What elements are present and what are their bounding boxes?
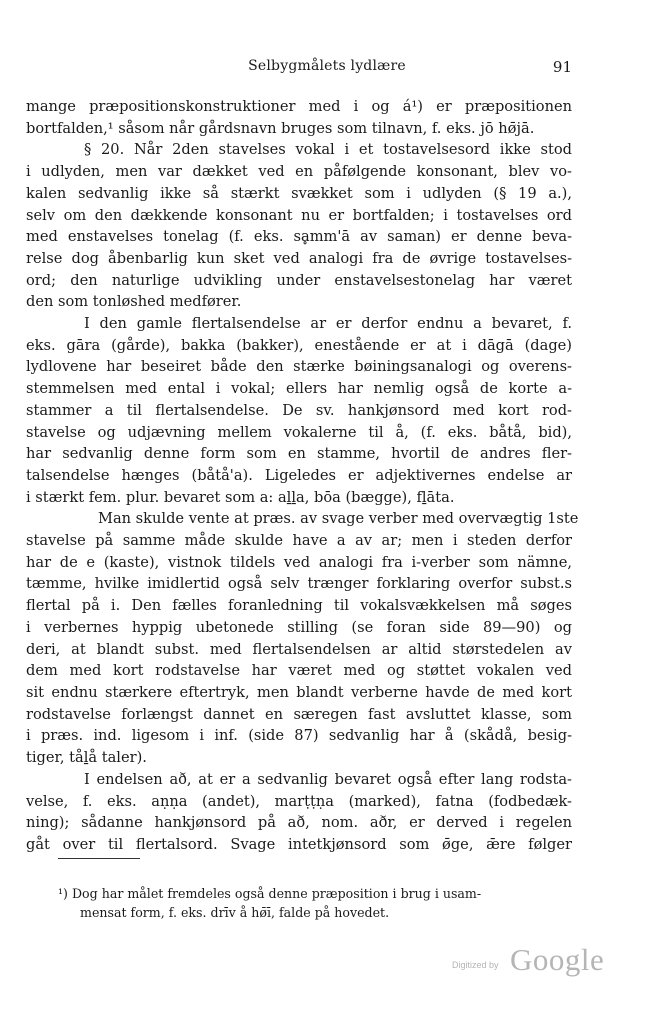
text-line: eks. gāra (gårde), bakka (bakker), enestående er at i dāgā (dage): [26, 336, 572, 354]
text-line: den som tonløshed medfører.: [26, 293, 242, 311]
watermark-small-text: Digitized by: [452, 960, 499, 970]
text-line: ord; den naturlige udvikling under enstavelsestonelag har været: [26, 271, 572, 289]
text-line: selv om den dækkende konsonant nu er bortfalden; i tostavelses ord: [26, 206, 572, 224]
text-line: stavelse og udjævning mellem vokalerne til å, (f. eks. båtå, bid),: [26, 423, 572, 441]
footnote-rule: [58, 858, 140, 859]
text-line: bortfalden,¹ såsom når gårdsnavn bruges som tilnavn, f. eks. jō hø̄jā.: [26, 119, 535, 137]
digitized-watermark: [452, 940, 605, 980]
text-line: har de e (kaste), vistnok tildels ved analogi fra i-verber som nämne,: [26, 553, 572, 571]
google-logo: Google: [510, 942, 605, 977]
text-line: kalen sedvanlig ikke så stærkt svækket som i udlyden (§ 19 a.),: [26, 184, 572, 202]
footnote-line: mensat form, f. eks. drīv å hø̄ī, falde på hovedet.: [80, 905, 390, 920]
text-line: i stærkt fem. plur. bevaret som a: aḻḻa, bōa (bægge), fḻāta.: [26, 488, 455, 506]
text-line: lydlovene har beseiret både den stærke bøiningsanalogi og overens-: [26, 358, 572, 376]
text-line: dem med kort rodstavelse har været med og støttet vokalen ved: [26, 662, 572, 680]
text-line: relse dog åbenbarlig kun sket ved analogi fra de øvrige tostavelses-: [26, 249, 572, 267]
text-line: med enstavelses tonelag (f. eks. sḁmm'ā av saman) er denne beva-: [26, 228, 572, 246]
text-line: talsendelse hænges (båtå'a). Ligeledes er adjektivernes endelse ar: [26, 466, 572, 484]
text-line: stavelse på samme måde skulde have a av ar; men i steden derfor: [26, 532, 572, 550]
footnote-line: ¹) Dog har målet fremdeles også denne præposition i brug i usam-: [58, 886, 482, 901]
text-line: ning); sådanne hankjønsord på að, nom. aðr, er derved i regelen: [26, 814, 572, 832]
text-line: tiger, tåḻå taler).: [26, 749, 147, 767]
section-heading-line: § 20. Når 2den stavelses vokal i et tostavelsesord ikke stod: [84, 141, 572, 159]
text-line: sit endnu stærkere eftertryk, men blandt verberne havde de med kort: [26, 683, 572, 701]
text-line: i præs. ind. ligesom i inf. (side 87) sedvanlig har å (skådå, besig-: [26, 727, 572, 745]
running-title: Selbygmålets lydlære: [248, 58, 406, 74]
text-line: i verbernes hyppig ubetonede stilling (se foran side 89—90) og: [26, 618, 572, 636]
body-text: [26, 96, 579, 856]
text-line: flertal på i. Den fælles foranledning til vokalsvækkelsen må søges: [26, 597, 572, 615]
text-line: i udlyden, men var dækket ved en påfølgende konsonant, blev vo-: [26, 163, 572, 181]
text-line: rodstavelse forlængst dannet en særegen fast avsluttet klasse, som: [26, 705, 572, 723]
page-header: [82, 58, 572, 80]
text-line: velse, f. eks. aṇṇa (andet), marṭṭṇa (marked), fatna (fodbedæk-: [26, 792, 572, 810]
paragraph-start-line: Man skulde vente at præs. av svage verber med overvægtig 1ste: [98, 510, 579, 528]
text-line: gåt over til flertalsord. Svage intetkjønsord som ø̄ge, ǣre følger: [26, 835, 572, 853]
text-line: stemmelsen med ental i vokal; ellers har nemlig også de korte a-: [26, 380, 572, 398]
paragraph-start-line: I endelsen að, at er a sedvanlig bevaret også efter lang rodsta-: [84, 770, 572, 788]
page-number: 91: [552, 58, 572, 76]
footnote: [58, 884, 572, 922]
text-line: tæmme, hvilke imidlertid også selv trænger forklaring overfor subst.s: [26, 575, 572, 593]
text-line: har sedvanlig denne form som en stamme, hvortil de andres fler-: [26, 445, 572, 463]
text-line: mange præpositionskonstruktioner med i og á¹) er præpositionen: [26, 98, 572, 115]
paragraph-start-line: I den gamle flertalsendelse ar er derfor endnu a bevaret, f.: [84, 315, 572, 333]
text-line: stammer a til flertalsendelse. De sv. hankjønsord med kort rod-: [26, 401, 572, 419]
text-line: deri, at blandt subst. med flertalsendelsen ar altid størstedelen av: [26, 640, 572, 658]
